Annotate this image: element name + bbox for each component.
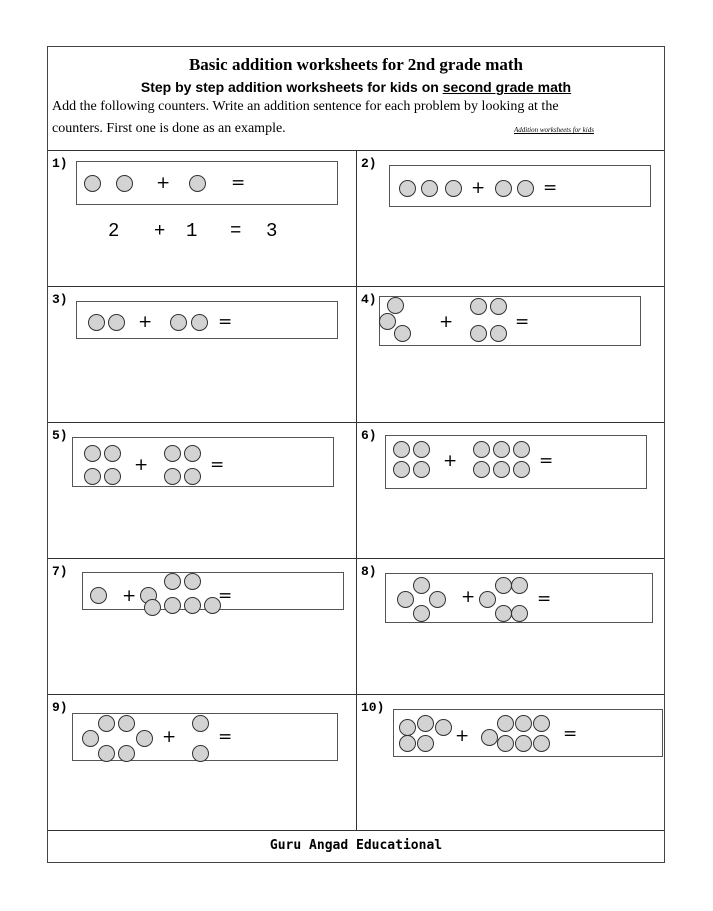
counter-circle-right xyxy=(511,605,528,622)
example-addend-2: 1 xyxy=(186,220,198,242)
counter-circle-right xyxy=(493,441,510,458)
counter-circle-left xyxy=(413,441,430,458)
counter-circle-left xyxy=(435,719,452,736)
counter-circle-right xyxy=(192,715,209,732)
counter-circle-left xyxy=(108,314,125,331)
plus-sign: + xyxy=(461,587,476,607)
counter-circle-right xyxy=(184,468,201,485)
counter-circle-right xyxy=(184,573,201,590)
counter-circle-right xyxy=(513,441,530,458)
counter-circle-right xyxy=(515,735,532,752)
problem-row xyxy=(48,151,664,287)
counter-circle-left xyxy=(379,313,396,330)
counter-circle-right xyxy=(473,461,490,478)
equals-sign: = xyxy=(218,727,233,747)
problem-number: 6) xyxy=(361,428,377,443)
equals-sign: = xyxy=(539,451,554,471)
plus-sign: + xyxy=(138,312,153,332)
counter-circle-right xyxy=(184,597,201,614)
problem-number: 8) xyxy=(361,564,377,579)
counter-circle-right xyxy=(533,735,550,752)
counter-circle-left xyxy=(104,445,121,462)
counter-circle-left xyxy=(118,745,135,762)
counter-circle-left xyxy=(421,180,438,197)
plus-sign: + xyxy=(134,455,149,475)
counter-circle-left xyxy=(98,745,115,762)
counter-circle-right xyxy=(189,175,206,192)
problem-cell-10 xyxy=(357,695,666,830)
counter-circle-right xyxy=(490,325,507,342)
counter-circle-right xyxy=(164,597,181,614)
equals-sign: = xyxy=(210,455,225,475)
problem-cell-3 xyxy=(48,287,357,422)
counter-circle-left xyxy=(417,715,434,732)
counter-circle-right xyxy=(493,461,510,478)
subtitle-text: Step by step addition worksheets for kids on xyxy=(140,79,443,95)
counter-circle-right xyxy=(495,577,512,594)
counter-circle-right xyxy=(479,591,496,608)
plus-sign: + xyxy=(443,451,458,471)
problem-number: 9) xyxy=(52,700,68,715)
equals-sign: = xyxy=(515,312,530,332)
plus-sign: + xyxy=(455,726,470,746)
worksheet-title: Basic addition worksheets for 2nd grade math xyxy=(188,55,524,74)
counter-circle-right xyxy=(164,468,181,485)
problem-row xyxy=(48,559,664,695)
problem-number: 4) xyxy=(361,292,377,307)
counter-circle-left xyxy=(84,175,101,192)
equals-sign: = xyxy=(231,173,246,193)
second-grade-math-link[interactable]: second grade math xyxy=(442,79,572,95)
counter-circle-left xyxy=(82,730,99,747)
worksheet-header xyxy=(48,47,664,150)
counter-circle-right xyxy=(184,445,201,462)
example-addend-1: 2 xyxy=(108,220,120,242)
counter-circle-left xyxy=(393,461,410,478)
plus-sign: + xyxy=(156,173,171,193)
problem-number: 7) xyxy=(52,564,68,579)
counter-circle-left xyxy=(413,605,430,622)
counter-circle-right xyxy=(495,180,512,197)
counter-circle-right xyxy=(515,715,532,732)
counter-circle-right xyxy=(513,461,530,478)
counter-circle-left xyxy=(98,715,115,732)
counter-circle-right xyxy=(164,573,181,590)
counter-circle-left xyxy=(429,591,446,608)
counter-circle-left xyxy=(90,587,107,604)
plus-sign: + xyxy=(471,178,486,198)
counter-circle-right xyxy=(517,180,534,197)
counter-circle-right xyxy=(481,729,498,746)
plus-sign: + xyxy=(439,312,454,332)
problem-row xyxy=(48,287,664,423)
counter-circle-left xyxy=(399,180,416,197)
counter-circle-left xyxy=(399,719,416,736)
problem-cell-8 xyxy=(357,559,666,694)
counter-circle-left xyxy=(116,175,133,192)
counter-circle-left xyxy=(104,468,121,485)
counter-circle-left xyxy=(84,445,101,462)
counter-circle-left xyxy=(88,314,105,331)
worksheet xyxy=(47,46,665,863)
problem-cell-9 xyxy=(48,695,357,830)
instructions-line-2: counters. First one is done as an example. xyxy=(52,121,286,136)
counter-circle-left xyxy=(413,577,430,594)
problem-number: 10) xyxy=(361,700,385,715)
counter-circle-left xyxy=(118,715,135,732)
problem-cell-5 xyxy=(48,423,357,558)
problem-number: 1) xyxy=(52,156,68,171)
counter-circle-right xyxy=(164,445,181,462)
counter-circle-left xyxy=(397,591,414,608)
counter-circle-left xyxy=(393,441,410,458)
counter-circle-right xyxy=(497,715,514,732)
problem-grid xyxy=(48,150,664,829)
counter-circle-left xyxy=(394,325,411,342)
problem-cell-6 xyxy=(357,423,666,558)
counter-circle-right xyxy=(511,577,528,594)
counter-circle-left xyxy=(84,468,101,485)
counter-circle-right xyxy=(192,745,209,762)
problem-cell-4 xyxy=(357,287,666,422)
problem-cell-2 xyxy=(357,151,666,286)
problem-number: 2) xyxy=(361,156,377,171)
worksheet-subtitle xyxy=(48,79,664,95)
addition-worksheets-link[interactable]: Addition worksheets for kids xyxy=(514,126,594,134)
equals-sign: = xyxy=(563,724,578,744)
example-plus-sign: + xyxy=(154,220,166,242)
counter-circle-right xyxy=(533,715,550,732)
instructions-line-1: Add the following counters. Write an addition sentence for each problem by looking at the xyxy=(52,99,559,114)
counter-circle-right xyxy=(497,735,514,752)
counter-circle-right xyxy=(473,441,490,458)
counter-circle-left xyxy=(445,180,462,197)
problem-row xyxy=(48,695,664,831)
example-equals-sign: = xyxy=(230,220,242,242)
counter-circle-left xyxy=(387,297,404,314)
counter-circle-right xyxy=(170,314,187,331)
equals-sign: = xyxy=(537,589,552,609)
counter-box xyxy=(379,296,641,346)
problem-cell-7 xyxy=(48,559,357,694)
problem-number: 3) xyxy=(52,292,68,307)
counter-circle-left xyxy=(399,735,416,752)
counter-circle-right xyxy=(470,298,487,315)
counter-circle-left xyxy=(136,730,153,747)
problem-number: 5) xyxy=(52,428,68,443)
counter-circle-right xyxy=(470,325,487,342)
footer-credit: Guru Angad Educational xyxy=(269,838,443,853)
problem-row xyxy=(48,423,664,559)
counter-circle-left xyxy=(417,735,434,752)
plus-sign: + xyxy=(162,727,177,747)
equals-sign: = xyxy=(218,312,233,332)
plus-sign: + xyxy=(122,586,137,606)
counter-circle-right xyxy=(490,298,507,315)
equals-sign: = xyxy=(543,178,558,198)
counter-circle-right xyxy=(144,599,161,616)
equals-sign: = xyxy=(218,586,233,606)
counter-circle-right xyxy=(495,605,512,622)
counter-circle-left xyxy=(413,461,430,478)
counter-circle-right xyxy=(191,314,208,331)
problem-cell-1 xyxy=(48,151,357,286)
example-sum: 3 xyxy=(266,220,278,242)
